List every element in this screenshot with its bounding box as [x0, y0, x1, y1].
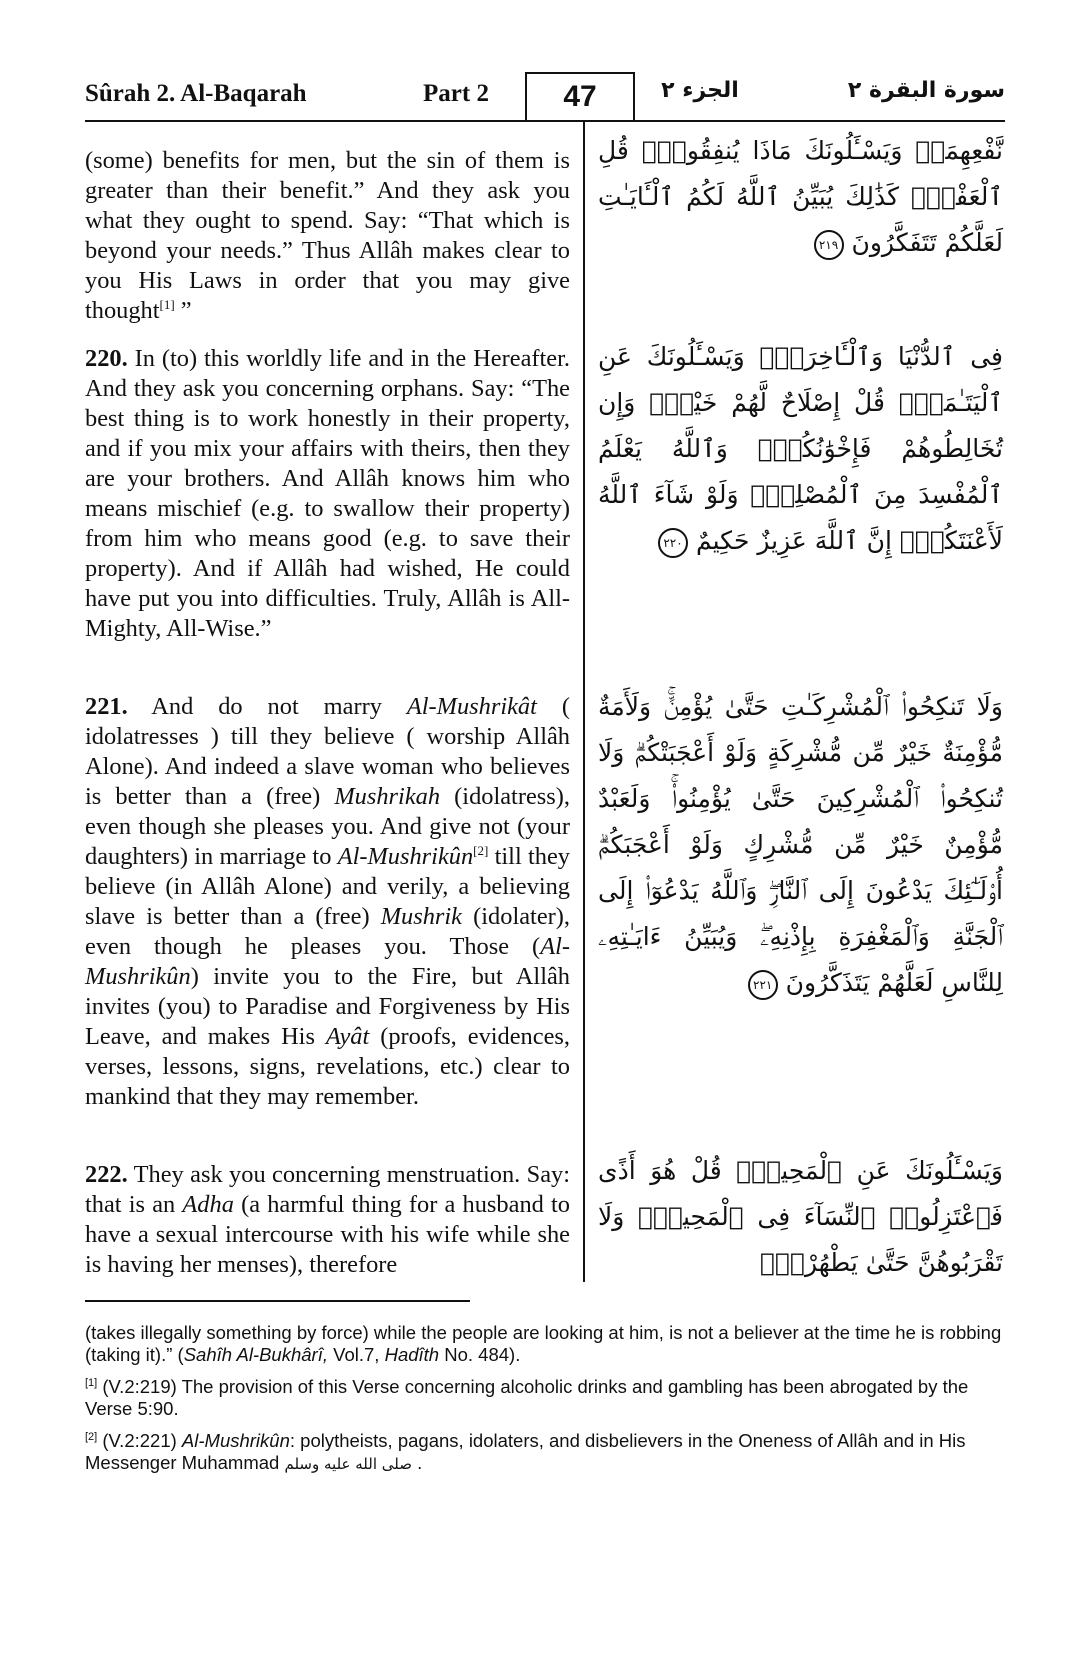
italic-term: Al-Mushrikûn	[85, 933, 570, 990]
arabic-block-220	[598, 334, 1003, 564]
page-header	[85, 72, 1005, 122]
footnote-1	[85, 1376, 1005, 1420]
footnote-text: No. 484).	[439, 1344, 521, 1365]
italic-term: Hadîth	[384, 1344, 440, 1365]
footnote-rule	[85, 1300, 470, 1302]
italic-term: Adha	[182, 1191, 234, 1218]
verse-text: They ask you concerning menstruation. Say: that is an	[85, 1161, 570, 1218]
verse-text: (a harmful thing for a husband to have a sexual intercourse with his wife while she is having her menses), therefore	[85, 1191, 570, 1278]
verse-text: (proofs, evidences, verses, lessons, signs, revelations, etc.) clear to mankind that they may remember.	[85, 1023, 570, 1110]
verse-text: (idolater), even though he pleases you. Those (	[85, 903, 570, 960]
verse-text: ) invite you to the Fire, but Allâh invites (you) to Paradise and Forgiveness by His Leave, and makes His	[85, 963, 570, 1050]
arabic-block-221	[598, 684, 1003, 1006]
verse-end-marker: ٢١٩	[814, 230, 844, 260]
arabic-block-222	[598, 1148, 1003, 1286]
footnote-text: .	[411, 1452, 423, 1473]
page-number: 47	[563, 80, 597, 113]
english-continuation	[85, 146, 570, 326]
verse-222-english	[85, 1160, 570, 1280]
footnote-text: (V.2:221)	[97, 1430, 182, 1451]
footnote-2	[85, 1430, 1005, 1475]
arabic-text: نَّفْعِهِمَاۗ وَيَسْـَٔلُونَكَ مَاذَا يُنفِقُونَۖ قُلِ ٱلْعَفْوَۗ كَذَٰلِكَ يُبَيِّنُ ٱللَّهُ لَكُمُ ٱلْـَٔايَـٰتِ لَعَلَّكُمْ تَتَفَكَّرُونَ	[598, 136, 1003, 257]
italic-term: Al-Mushrikât	[406, 693, 537, 720]
footnote-marker: [1]	[85, 1376, 98, 1389]
footnote-continuation	[85, 1322, 1005, 1366]
verse-number: 220.	[85, 345, 128, 372]
surah-title-arabic: سورة البقرة ٢	[847, 78, 1005, 103]
arabic-text: وَيَسْـَٔلُونَكَ عَنِ ٱلْمَحِيضِۖ قُلْ هُوَ أَذًى فَٱعْتَزِلُوا۟ ٱلنِّسَآءَ فِى ٱلْمَحِيضِۖ وَلَا تَقْرَبُوهُنَّ حَتَّىٰ يَطْهُرْنَۖ	[598, 1156, 1003, 1277]
italic-term: Al-Mushrikûn	[337, 843, 474, 870]
footnote-text: : polytheists, pagans, idolaters, and disbelievers in the Oneness of Allâh and in His Messenger Muhammad	[85, 1430, 966, 1473]
verse-text: ( idolatresses ) till they believe ( worship Allâh Alone). And indeed a slave woman who believes is better than a (free)	[85, 693, 570, 810]
italic-term: Ayât	[325, 1023, 370, 1050]
footnote-marker: [2]	[85, 1430, 98, 1443]
italic-term: Sahîh Al-Bukhârî,	[183, 1344, 328, 1365]
arabic-text: فِى ٱلدُّنْيَا وَٱلْـَٔاخِرَةِۗ وَيَسْـَٔلُونَكَ عَنِ ٱلْيَتَـٰمَىٰۖ قُلْ إِصْلَاحٌ لَّهُمْ خَيْرٌۖ وَإِن تُخَالِطُوهُمْ فَإِخْوَٰنُكُمْۚ وَٱللَّهُ يَعْلَمُ ٱلْمُفْسِدَ مِنَ ٱلْمُصْلِحِۚ وَلَوْ شَآءَ ٱللَّهُ لَأَعْنَتَكُمْۚ إِنَّ ٱللَّهَ عَزِيزٌ حَكِيمٌ	[598, 342, 1003, 555]
verse-text: till they believe (in Allâh Alone) and verily, a believing slave is better than a (free)	[85, 843, 571, 930]
arabic-text: وَلَا تَنكِحُوا۟ ٱلْمُشْرِكَـٰتِ حَتَّىٰ يُؤْمِنَّۚ وَلَأَمَةٌ مُّؤْمِنَةٌ خَيْرٌ مِّن مُّشْرِكَةٍ وَلَوْ أَعْجَبَتْكُمْۗ وَلَا تُنكِحُوا۟ ٱلْمُشْرِكِينَ حَتَّىٰ يُؤْمِنُوا۟ۚ وَلَعَبْدٌ مُّؤْمِنٌ خَيْرٌ مِّن مُّشْرِكٍ وَلَوْ أَعْجَبَكُمْۗ أُو۟لَـٰٓئِكَ يَدْعُونَ إِلَى ٱلنَّارِۖ وَٱللَّهُ يَدْعُوٓا۟ إِلَى ٱلْجَنَّةِ وَٱلْمَغْفِرَةِ بِإِذْنِهِۦۖ وَيُبَيِّنُ ءَايَـٰتِهِۦ لِلنَّاسِ لَعَلَّهُمْ يَتَذَكَّرُونَ	[598, 692, 1003, 997]
verse-text: In (to) this worldly life and in the Hereafter. And they ask you concerning orphans. Say: “The best thing is to work honestly in their property, and if you mix your affairs with theirs, then they are your brothers. And Allâh knows him who means mischief (e.g. to swallow their property) from him who means good (e.g. to save their property). And if Allâh had wished, He could have put you into difficulties. Truly, Allâh is All-Mighty, All-Wise.”	[85, 345, 570, 642]
italic-term: Mushrikah	[334, 783, 441, 810]
italic-term: Al-Mushrikûn	[181, 1430, 290, 1451]
verse-221-english	[85, 692, 570, 1112]
verse-end-marker: ٢٢٠	[658, 528, 688, 558]
column-divider	[583, 122, 585, 1282]
salutation-arabic: صلى الله عليه وسلم	[284, 1455, 412, 1473]
page-number-box	[525, 72, 635, 120]
header-rule	[85, 120, 1005, 122]
verse-220-english	[85, 344, 570, 644]
footnote-ref: [2]	[473, 842, 489, 858]
italic-term: Mushrik	[380, 903, 463, 930]
juz-label-arabic: الجزء ٢	[661, 78, 739, 103]
continuation-tail: ”	[174, 297, 192, 324]
surah-title: Sûrah 2. Al-Baqarah	[85, 80, 307, 107]
footnote-text: Vol.7,	[328, 1344, 385, 1365]
part-label: Part 2	[423, 80, 489, 107]
verse-end-marker: ٢٢١	[748, 970, 778, 1000]
verse-text: (idolatress), even though she pleases you. And give not (your daughters) in marriage to	[85, 783, 570, 870]
verse-text: And do not marry	[127, 693, 407, 720]
footnote-text: (V.2:219) The provision of this Verse concerning alcoholic drinks and gambling has been abrogated by the Verse 5:90.	[85, 1376, 969, 1419]
verse-number: 221.	[85, 693, 128, 720]
verse-number: 222.	[85, 1161, 128, 1188]
arabic-block-219	[598, 128, 1003, 266]
continuation-text: (some) benefits for men, but the sin of them is greater than their benefit.” And they ask you what they ought to spend. Say: “That which is beyond your needs.” Thus Allâh makes clear to you His Laws in order that you may give thought	[85, 147, 570, 324]
footnote-text: (takes illegally something by force) while the people are looking at him, is not a believer at the time he is robbing (taking it).” (	[85, 1322, 1002, 1365]
footnote-ref: [1]	[159, 296, 175, 312]
